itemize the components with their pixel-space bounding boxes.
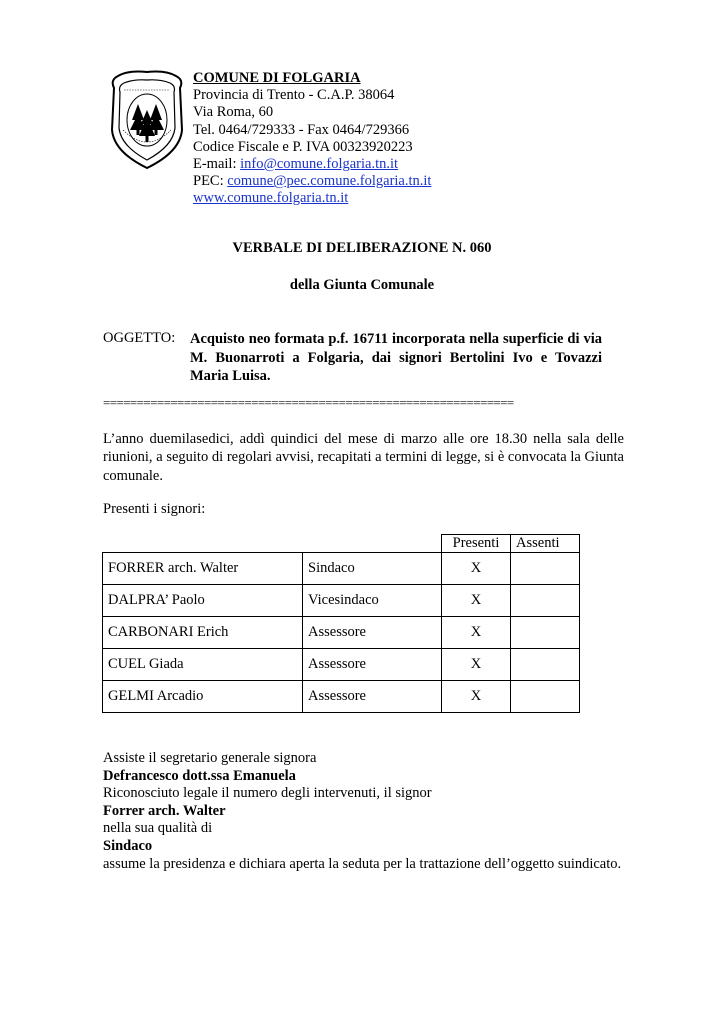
present-mark: X	[442, 553, 511, 585]
present-mark: X	[442, 649, 511, 681]
pec-link[interactable]: comune@pec.comune.folgaria.tn.it	[227, 173, 432, 190]
website-link[interactable]: www.comune.folgaria.tn.it	[193, 190, 349, 207]
institution-header	[193, 70, 431, 208]
email-link[interactable]: info@comune.folgaria.tn.it	[240, 156, 399, 173]
province-line: Provincia di Trento - C.A.P. 38064	[193, 87, 395, 104]
president-name: Forrer arch. Walter	[103, 802, 226, 819]
member-name: FORRER arch. Walter	[103, 553, 303, 585]
member-name: CARBONARI Erich	[103, 617, 303, 649]
absent-mark	[511, 617, 580, 649]
present-mark: X	[442, 585, 511, 617]
separator-line: =============================================================	[103, 395, 514, 410]
phone-line: Tel. 0464/729333 - Fax 0464/729366	[193, 121, 410, 138]
present-mark: X	[442, 681, 511, 713]
member-name: CUEL Giada	[103, 649, 303, 681]
member-role: Assessore	[303, 617, 442, 649]
member-role: Assessore	[303, 681, 442, 713]
present-mark: X	[442, 617, 511, 649]
attendance-header-row	[103, 535, 580, 553]
absent-mark	[511, 649, 580, 681]
member-role: Sindaco	[303, 553, 442, 585]
verbale-title: VERBALE DI DELIBERAZIONE N. 060	[232, 240, 492, 256]
institution-name: COMUNE DI FOLGARIA	[193, 70, 361, 86]
member-role: Assessore	[303, 649, 442, 681]
email-line	[193, 156, 431, 173]
organ-title: della Giunta Comunale	[289, 277, 435, 293]
address-line: Via Roma, 60	[193, 104, 274, 121]
closing-section	[103, 750, 624, 873]
absent-mark	[511, 681, 580, 713]
header-assenti: Assenti	[511, 535, 580, 553]
table-row	[103, 681, 580, 713]
member-name: GELMI Arcadio	[103, 681, 303, 713]
pec-line	[193, 173, 431, 190]
member-name: DALPRA’ Paolo	[103, 585, 303, 617]
email-label: E-mail:	[193, 156, 241, 173]
opening-statement: assume la presidenza e dichiara aperta la seduta per la trattazione dell’oggetto suindicato.	[103, 855, 622, 872]
member-role: Vicesindaco	[303, 585, 442, 617]
coat-of-arms-icon	[108, 70, 186, 170]
oggetto-text: Acquisto neo formata p.f. 16711 incorporata nella superficie di via M. Buonarroti a Folgaria, dai signori Bertolini Ivo e Tovazzi Maria Luisa.	[190, 331, 602, 384]
quorum-line: Riconosciuto legale il numero degli intervenuti, il signor	[103, 785, 432, 802]
table-row	[103, 553, 580, 585]
table-row	[103, 649, 580, 681]
absent-mark	[511, 585, 580, 617]
table-row	[103, 617, 580, 649]
president-role: Sindaco	[103, 837, 153, 854]
header-presenti: Presenti	[442, 535, 511, 553]
oggetto-label: OGGETTO:	[103, 330, 176, 346]
secretary-intro: Assiste il segretario generale signora	[103, 750, 317, 766]
session-paragraph: L’anno duemilasedici, addì quindici del mese di marzo alle ore 18.30 nella sala delle riunioni, a seguito di regolari avvisi, recapitati a termini di legge, si è convocata la Giunta comunale.	[103, 431, 624, 484]
presenti-label: Presenti i signori:	[103, 501, 206, 517]
tax-code-line: Codice Fiscale e P. IVA 00323920223	[193, 138, 413, 155]
absent-mark	[511, 553, 580, 585]
table-row	[103, 585, 580, 617]
attendance-table	[102, 534, 580, 713]
secretary-name: Defrancesco dott.ssa Emanuela	[103, 767, 296, 784]
capacity-line: nella sua qualità di	[103, 820, 213, 837]
pec-label: PEC:	[193, 173, 228, 190]
website-line	[193, 190, 431, 207]
